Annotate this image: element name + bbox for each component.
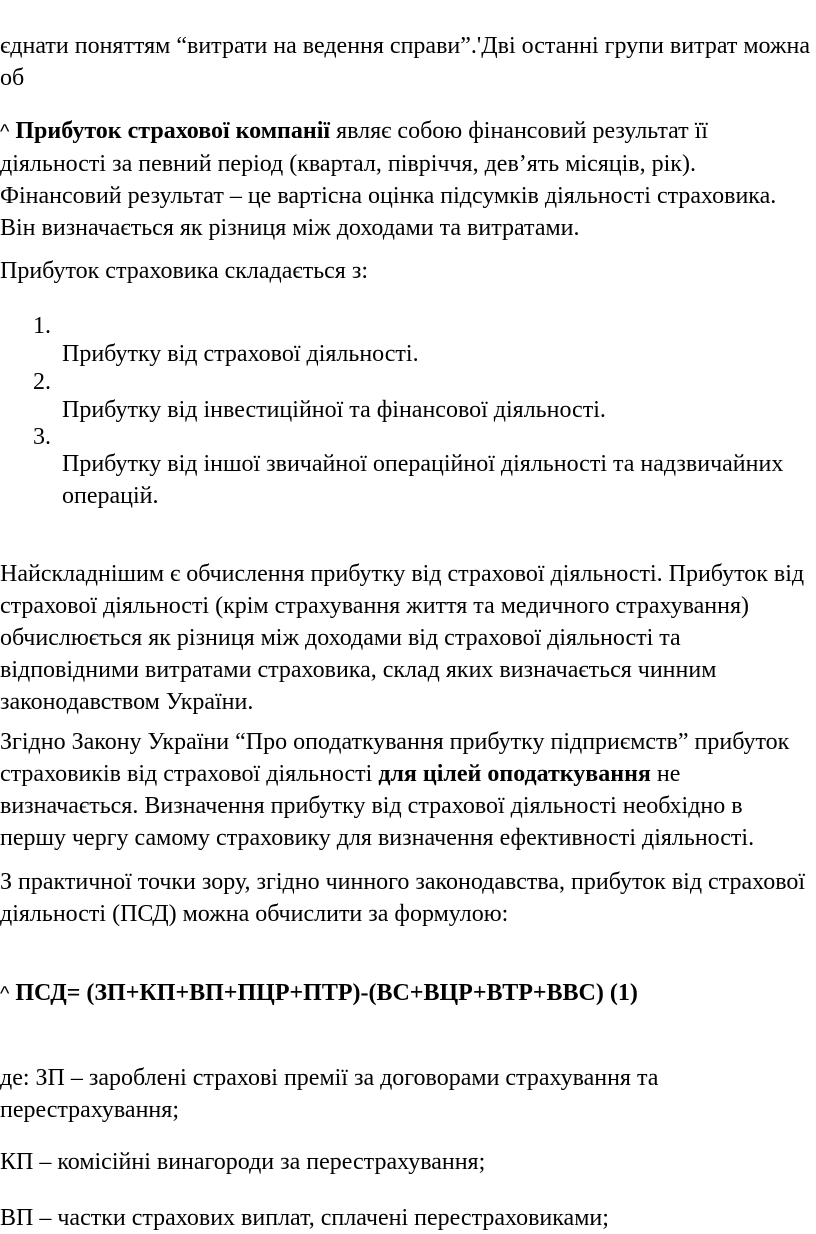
caret-marker: ^ <box>0 121 10 143</box>
profit-definition-paragraph <box>0 115 812 244</box>
hardest-paragraph: Найскладнішим є обчислення прибутку від страхової діяльності. Прибуток від страхової діяльності (крім страхування життя та медичного страхування) обчислюється як різниця між доходами від страхової діяльності та відповідними витратами страховика, склад яких визначається чинним законодавством України. <box>0 561 805 715</box>
intro-text-a: єднати поняттям “витрати на ведення справи”. <box>0 33 477 59</box>
intro-text-b: Дві останні групи витрат можна об <box>0 33 811 91</box>
caret-marker: ^ <box>0 983 10 1005</box>
definition-item: КП – комісійні винагороди за перестрахування; <box>0 1149 486 1175</box>
list-item-number: 2. <box>33 369 51 395</box>
law-text-before: Згідно Закону України “Про оподаткування прибутку підприємств” прибуток страховиків від страхової діяльності <box>0 729 790 787</box>
definition-item: ВП – частки страхових виплат, сплачені перестраховиками; <box>0 1205 609 1231</box>
practical-paragraph: З практичної точки зору, згідно чинного законодавства, прибуток від страхової діяльності (ПСД) можна обчислити за формулою: <box>0 869 806 927</box>
list-item-number: 3. <box>33 424 51 450</box>
formula-text: ПСД= (ЗП+КП+ВП+ПЦР+ПТР)-(ВС+ВЦР+ВТР+ВВС) (1) <box>15 980 638 1006</box>
list-item-text: Прибутку від інвестиційної та фінансової діяльності. <box>62 397 606 423</box>
law-paragraph <box>0 726 812 854</box>
law-text-after: не визначається. Визначення прибутку від страхової діяльності необхідно в першу чергу самому страховику для визначення ефективності діяльності. <box>0 761 755 851</box>
profit-term: Прибуток страхової компанії <box>15 118 331 144</box>
law-text-bold: для цілей оподаткування <box>378 761 651 787</box>
list-item-text: Прибутку від страхової діяльності. <box>62 341 419 367</box>
formula-line <box>0 977 812 1010</box>
intro-separator: ' <box>476 33 482 59</box>
profit-definition-body: являє собою фінансовий результат її діяльності за певний період (квартал, півріччя, дев’ять місяців, рік). Фінансовий результат – це вартісна оцінка підсумків діяльності страховика. Він визначається як різниця між доходами та витратами. <box>0 118 777 241</box>
composition-intro: Прибуток страховика складається з: <box>0 258 368 284</box>
list-item-text: Прибутку від іншої звичайної операційної діяльності та надзвичайних операцій. <box>62 451 784 509</box>
list-item-number: 1. <box>33 313 51 339</box>
definition-item: де: ЗП – зароблені страхові премії за договорами страхування та перестрахування; <box>0 1065 659 1123</box>
intro-paragraph <box>0 30 812 94</box>
